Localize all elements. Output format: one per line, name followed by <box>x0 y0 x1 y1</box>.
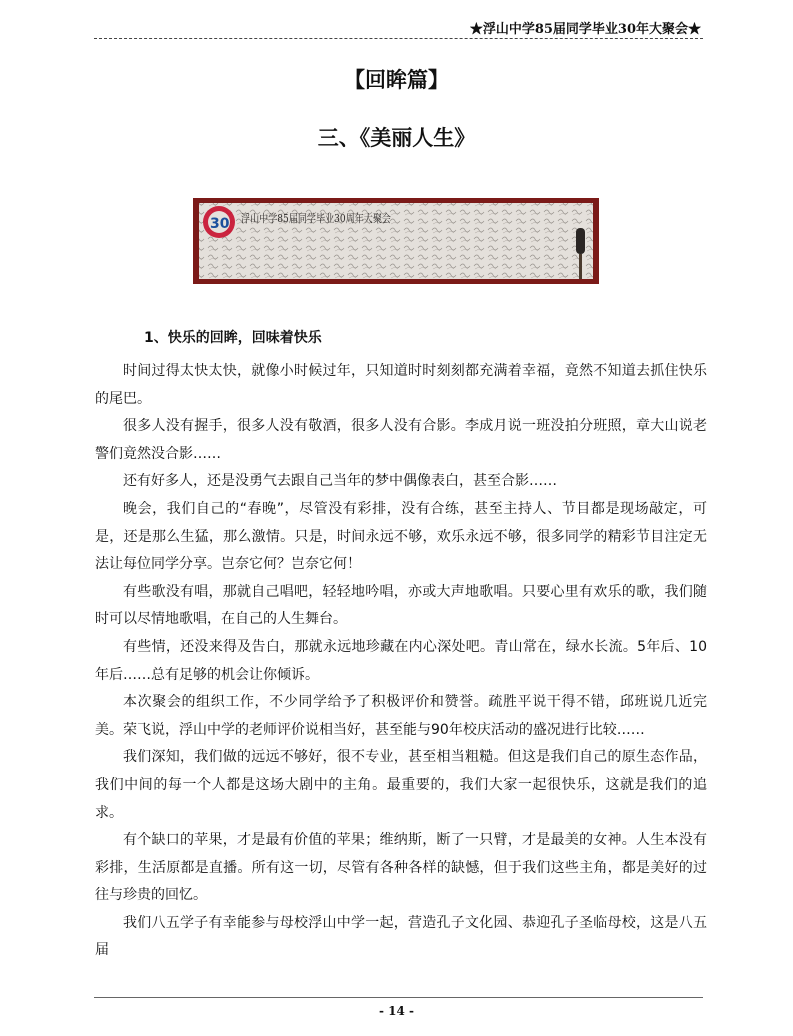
paragraph: 我们八五学子有幸能参与母校浮山中学一起，营造孔子文化园、恭迎孔子圣临母校，这是八五届 <box>95 914 707 959</box>
brush-icon <box>576 228 585 254</box>
paragraph: 我们深知，我们做的远远不够好，很不专业，甚至相当粗糙。但这是我们自己的原生态作品，我们中间的每一个人都是这场大剧中的主角。最重要的，我们大家一起很快乐，这就是我们的追求。 <box>95 749 707 821</box>
page-number: - 14 - <box>378 1004 414 1018</box>
paragraph: 有些歌没有唱，那就自己唱吧，轻轻地吟唱，亦或大声地歌唱。只要心里有欢乐的歌，我们随时可以尽情地歌唱，在自己的人生舞台。 <box>95 583 707 628</box>
logo-number: 30 <box>210 216 230 232</box>
section-title: 【回眸篇】 <box>344 68 449 92</box>
paragraph: 时间过得太快太快，就像小时候过年，只知道时时刻刻都充满着幸福，竟然不知道去抓住快乐的尾巴。 <box>95 363 707 407</box>
subheading: 1、快乐的回眸，回味着快乐 <box>144 330 322 346</box>
running-header: ★浮山中学85届同学毕业30年大聚会★ <box>469 22 701 37</box>
article-body <box>95 358 707 965</box>
paragraph: 晚会，我们自己的“春晚”，尽管没有彩排，没有合练，甚至主持人、节目都是现场敲定，可是，还是那么生猛，那么激情。只是，时间永远不够，欢乐永远不够，很多同学的精彩节目注定无法让每位同学分享。岂奈它何？岂奈它何！ <box>95 500 707 573</box>
paragraph: 很多人没有握手，很多人没有敬酒，很多人没有合影。李成月说一班没拍分班照，章大山说老警们竟然没合影…… <box>95 418 707 462</box>
anniversary-logo <box>203 206 235 238</box>
header-divider <box>94 38 703 39</box>
footer-divider <box>94 997 703 998</box>
paragraph: 还有好多人，还是没勇气去跟自己当年的梦中偶像表白，甚至合影…… <box>123 473 557 490</box>
paragraph: 有个缺口的苹果，才是最有价值的苹果；维纳斯，断了一只臂，才是最美的女神。人生本没有彩排，生活原都是直播。所有这一切，尽管有各种各样的缺憾，但于我们这些主角，都是美好的过往与珍贵的回忆。 <box>95 832 707 904</box>
banner-caption: 浮山中学85届同学毕业30周年大聚会 <box>241 212 423 225</box>
banner-image <box>193 198 599 284</box>
paragraph: 本次聚会的组织工作，不少同学给予了积极评价和赞誉。疏胜平说干得不错，邱班说几近完美。荣飞说，浮山中学的老师评价说相当好，甚至能与90年校庆活动的盛况进行比较…… <box>95 694 707 738</box>
chapter-title: 三、《美丽人生》 <box>317 126 476 150</box>
signature-banner-photo <box>193 198 599 284</box>
paragraph: 有些情，还没来得及告白，那就永远地珍藏在内心深处吧。青山常在，绿水长流。5年后、10年后……总有足够的机会让你倾诉。 <box>95 638 707 683</box>
